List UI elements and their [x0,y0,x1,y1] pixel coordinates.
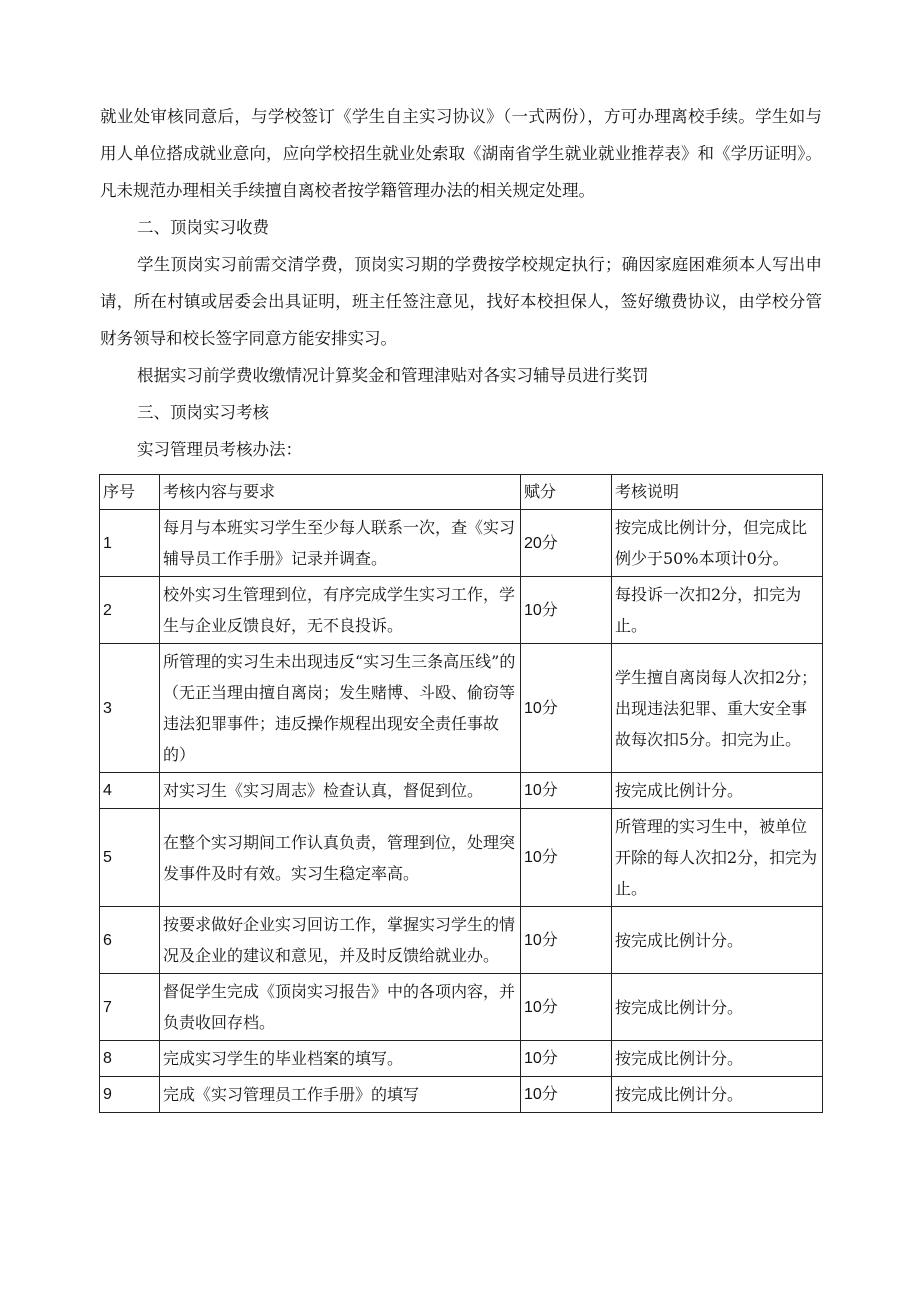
table-row [100,809,823,907]
row-score: 10分 [521,974,612,1041]
header-content: 考核内容与要求 [160,475,521,510]
row-note: 按完成比例计分。 [612,907,823,974]
row-content: 完成《实习管理员工作手册》的填写 [160,1077,521,1113]
row-content: 所管理的实习生未出现违反“实习生三条高压线”的（无正当理由擅自离岗；发生赌博、斗殴、偷窃等违法犯罪事件；违反操作规程出现安全责任事故的） [160,644,521,773]
row-note: 学生擅自离岗每人次扣2分；出现违法犯罪、重大安全事故每次扣5分。扣完为止。 [612,644,823,773]
row-note: 按完成比例计分。 [612,773,823,809]
row-no: 3 [100,644,160,773]
table-row [100,1041,823,1077]
row-score: 10分 [521,1077,612,1113]
row-content: 每月与本班实习学生至少每人联系一次，查《实习辅导员工作手册》记录并调查。 [160,510,521,577]
section3-heading: 三、顶岗实习考核 [137,403,269,422]
table-row [100,773,823,809]
assessment-table [99,474,823,1113]
intro-paragraph: 就业处审核同意后，与学校签订《学生自主实习协议》（一式两份），方可办理离校手续。学生如与用人单位搭成就业意向，应向学校招生就业处索取《湖南省学生就业就业推荐表》和《学历证明》。凡未规范办理相关手续擅自离校者按学籍管理办法的相关规定处理。 [100,107,822,200]
row-content: 完成实习学生的毕业档案的填写。 [160,1041,521,1077]
reward-line: 根据实习前学费收缴情况计算奖金和管理津贴对各实习辅导员进行奖罚 [137,366,649,385]
row-content: 在整个实习期间工作认真负责，管理到位，处理突发事件及时有效。实习生稳定率高。 [160,809,521,907]
row-score: 10分 [521,1041,612,1077]
row-no: 2 [100,577,160,644]
table-row [100,1077,823,1113]
table-header-row [100,475,823,510]
row-no: 5 [100,809,160,907]
row-note: 按完成比例计分。 [612,1041,823,1077]
header-note: 考核说明 [612,475,823,510]
row-content: 按要求做好企业实习回访工作，掌握实习学生的情况及企业的建议和意见，并及时反馈给就业办。 [160,907,521,974]
row-note: 按完成比例计分。 [612,974,823,1041]
table-row [100,644,823,773]
header-score: 赋分 [521,475,612,510]
row-no: 8 [100,1041,160,1077]
row-score: 10分 [521,773,612,809]
row-note: 所管理的实习生中，被单位开除的每人次扣2分，扣完为止。 [612,809,823,907]
row-no: 4 [100,773,160,809]
header-no: 序号 [100,475,160,510]
table-row [100,577,823,644]
row-content: 对实习生《实习周志》检查认真，督促到位。 [160,773,521,809]
row-score: 10分 [521,644,612,773]
row-no: 9 [100,1077,160,1113]
row-no: 1 [100,510,160,577]
row-no: 7 [100,974,160,1041]
row-note: 按完成比例计分。 [612,1077,823,1113]
section2-paragraph: 学生顶岗实习前需交清学费，顶岗实习期的学费按学校规定执行；确因家庭困难须本人写出申请，所在村镇或居委会出具证明，班主任签注意见，找好本校担保人，签好缴费协议，由学校分管财务领导和校长签字同意方能安排实习。 [100,255,822,348]
row-score: 10分 [521,577,612,644]
section2-heading: 二、顶岗实习收费 [137,218,269,237]
row-score: 20分 [521,510,612,577]
row-content: 督促学生完成《顶岗实习报告》中的各项内容，并负责收回存档。 [160,974,521,1041]
row-content: 校外实习生管理到位，有序完成学生实习工作，学生与企业反馈良好，无不良投诉。 [160,577,521,644]
row-score: 10分 [521,809,612,907]
row-score: 10分 [521,907,612,974]
table-row [100,510,823,577]
table-row [100,974,823,1041]
method-title: 实习管理员考核办法： [137,440,302,459]
row-note: 每投诉一次扣2分，扣完为止。 [612,577,823,644]
row-no: 6 [100,907,160,974]
row-note: 按完成比例计分，但完成比例少于50%本项计0分。 [612,510,823,577]
table-row [100,907,823,974]
